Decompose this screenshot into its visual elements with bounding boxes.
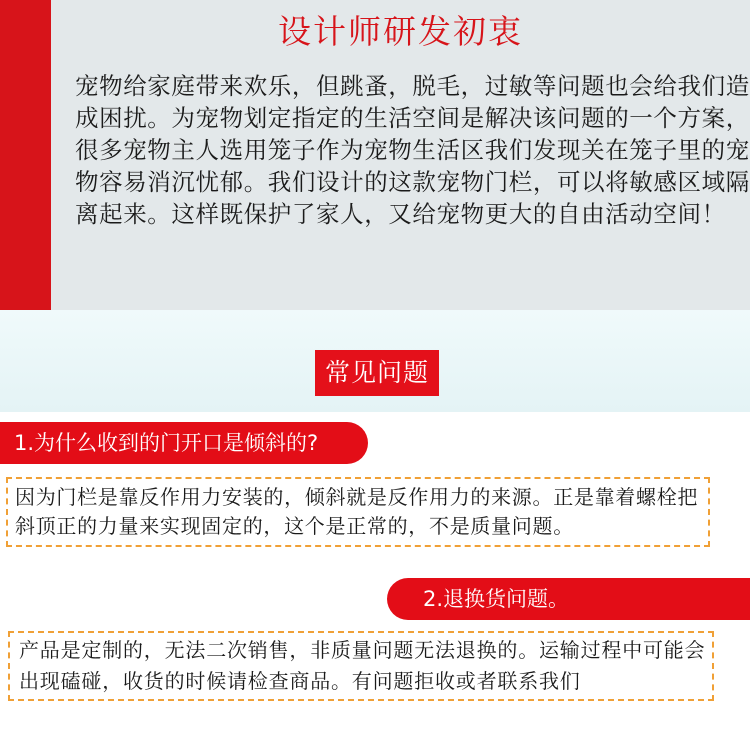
faq-question-2: 2.退换货问题。: [387, 578, 750, 620]
intro-body-text: 宠物给家庭带来欢乐，但跳蚤，脱毛，过敏等问题也会给我们造成困扰。为宠物划定指定的生活空间是解决该问题的一个方案，很多宠物主人选用笼子作为宠物生活区我们发现关在笼子里的宠物容易消沉忧郁。我们设计的这款宠物门栏，可以将敏感区域隔离起来。这样既保护了家人，又给宠物更大的自由活动空间！: [75, 72, 750, 228]
intro-accent-bar: [0, 0, 51, 310]
faq-answer-2-text: 产品是定制的，无法二次销售，非质量问题无法退换的。运输过程中可能会出现磕碰，收货的时候请检查商品。有问题拒收或者联系我们: [19, 638, 706, 693]
faq-answer-1-text: 因为门栏是靠反作用力安装的，倾斜就是反作用力的来源。正是靠着螺栓把斜顶正的力量来实现固定的，这个是正常的，不是质量问题。: [15, 485, 699, 538]
faq-answer-box-1: [6, 477, 710, 547]
faq-answer-box-2: [8, 631, 714, 701]
intro-title: 设计师研发初衷: [278, 12, 523, 51]
faq-section-title: 常见问题: [315, 350, 439, 396]
faq-question-1: 1.为什么收到的门开口是倾斜的?: [0, 422, 368, 464]
designer-intro-section: [0, 0, 750, 310]
